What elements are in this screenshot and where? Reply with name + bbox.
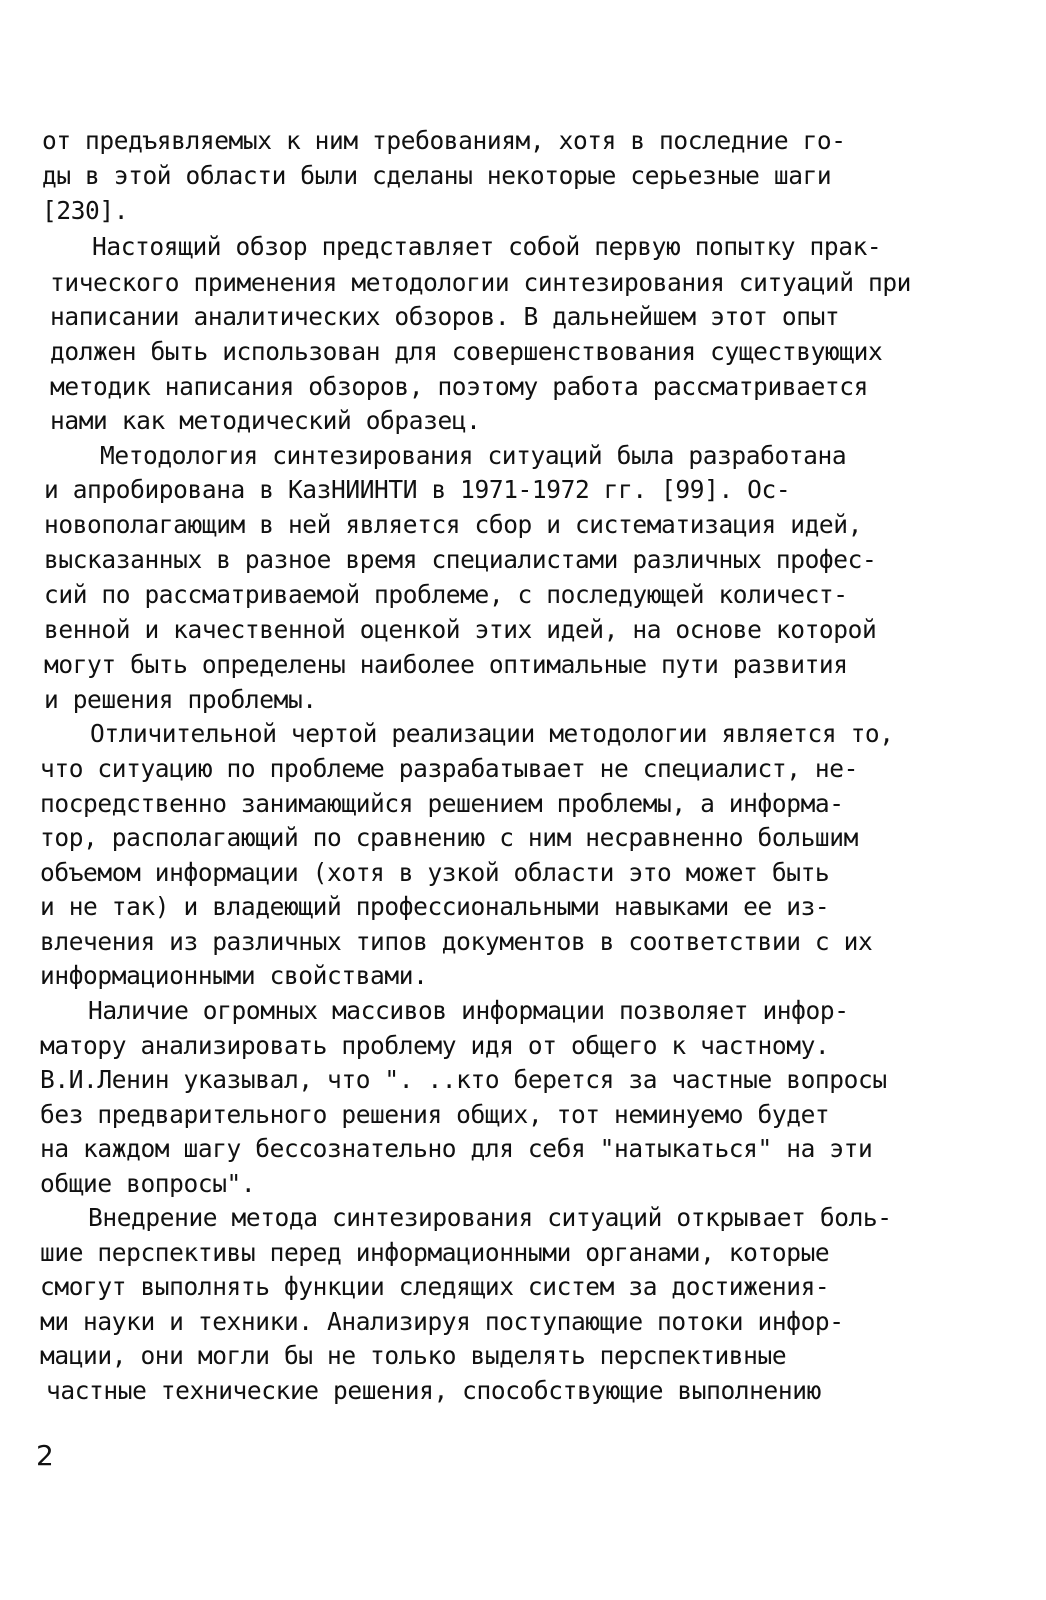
text-line: шие перспективы перед информационными органами, которые [40,1238,830,1267]
text-line: высказанных в разное время специалистами различных профес- [44,545,877,574]
text-line: посредственно занимающийся решением проблемы, а информа- [40,789,844,818]
text-line: Отличительной чертой реализации методологии является то, [90,719,894,748]
text-line: частные технические решения, способствующие выполнению [46,1376,821,1405]
text-line: от предъявляемых к ним требованиям, хотя в последние го- [42,126,846,155]
text-line: венной и качественной оценкой этих идей, на основе которой [44,615,877,644]
text-line: и апробирована в КазНИИНТИ в 1971-1972 гг. [99]. Ос- [44,475,791,504]
text-line: методик написания обзоров, поэтому работа рассматривается [50,372,868,401]
text-line: Настоящий обзор представляет собой первую попытку прак- [92,232,882,261]
text-line: Наличие огромных массивов информации позволяет инфор- [88,996,849,1025]
text-line: ды в этой области были сделаны некоторые серьезные шаги [42,161,832,190]
text-line: влечения из различных типов документов в соответствии с их [40,927,873,956]
text-line: написании аналитических обзоров. В дальнейшем этот опыт [50,302,840,331]
text-line: матору анализировать проблему идя от общего к частному. [40,1031,830,1060]
text-line: без предварительного решения общих, тот неминуемо будет [40,1100,830,1129]
text-line: на каждом шагу бессознательно для себя "натыкаться" на эти [40,1134,873,1163]
text-line: могут быть определены наиболее оптимальные пути развития [44,650,848,679]
text-line: и не так) и владеющий профессиональными навыками ее из- [40,892,830,921]
text-line: Методология синтезирования ситуаций была разработана [100,441,847,470]
text-line: должен быть использован для совершенствования существующих [50,337,883,366]
text-line: мации, они могли бы не только выделять перспективные [40,1341,787,1370]
text-line: новополагающим в ней является сбор и систематизация идей, [44,510,862,539]
text-line: общие вопросы". [40,1169,256,1198]
text-line: объемом информации (хотя в узкой области это может быть [40,858,830,887]
text-line: что ситуацию по проблеме разрабатывает не специалист, не- [40,754,858,783]
text-line: ми науки и техники. Анализируя поступающие потоки инфор- [40,1307,844,1336]
text-line: [230]. [42,196,129,225]
text-line: информационными свойствами. [40,961,428,990]
text-line: тического применения методологии синтезирования ситуаций при [50,268,912,297]
text-line: В.И.Ленин указывал, что ". ..кто берется за частные вопросы [40,1065,887,1094]
text-line: смогут выполнять функции следящих систем за достижения- [40,1272,830,1301]
page-number: 2 [36,1439,54,1472]
text-line: Внедрение метода синтезирования ситуаций открывает боль- [88,1203,892,1232]
text-line: сий по рассматриваемой проблеме, с последующей количест- [44,580,848,609]
text-line: тор, располагающий по сравнению с ним несравненно большим [40,823,858,852]
text-line: нами как методический образец. [50,406,481,435]
text-line: и решения проблемы. [44,685,317,714]
